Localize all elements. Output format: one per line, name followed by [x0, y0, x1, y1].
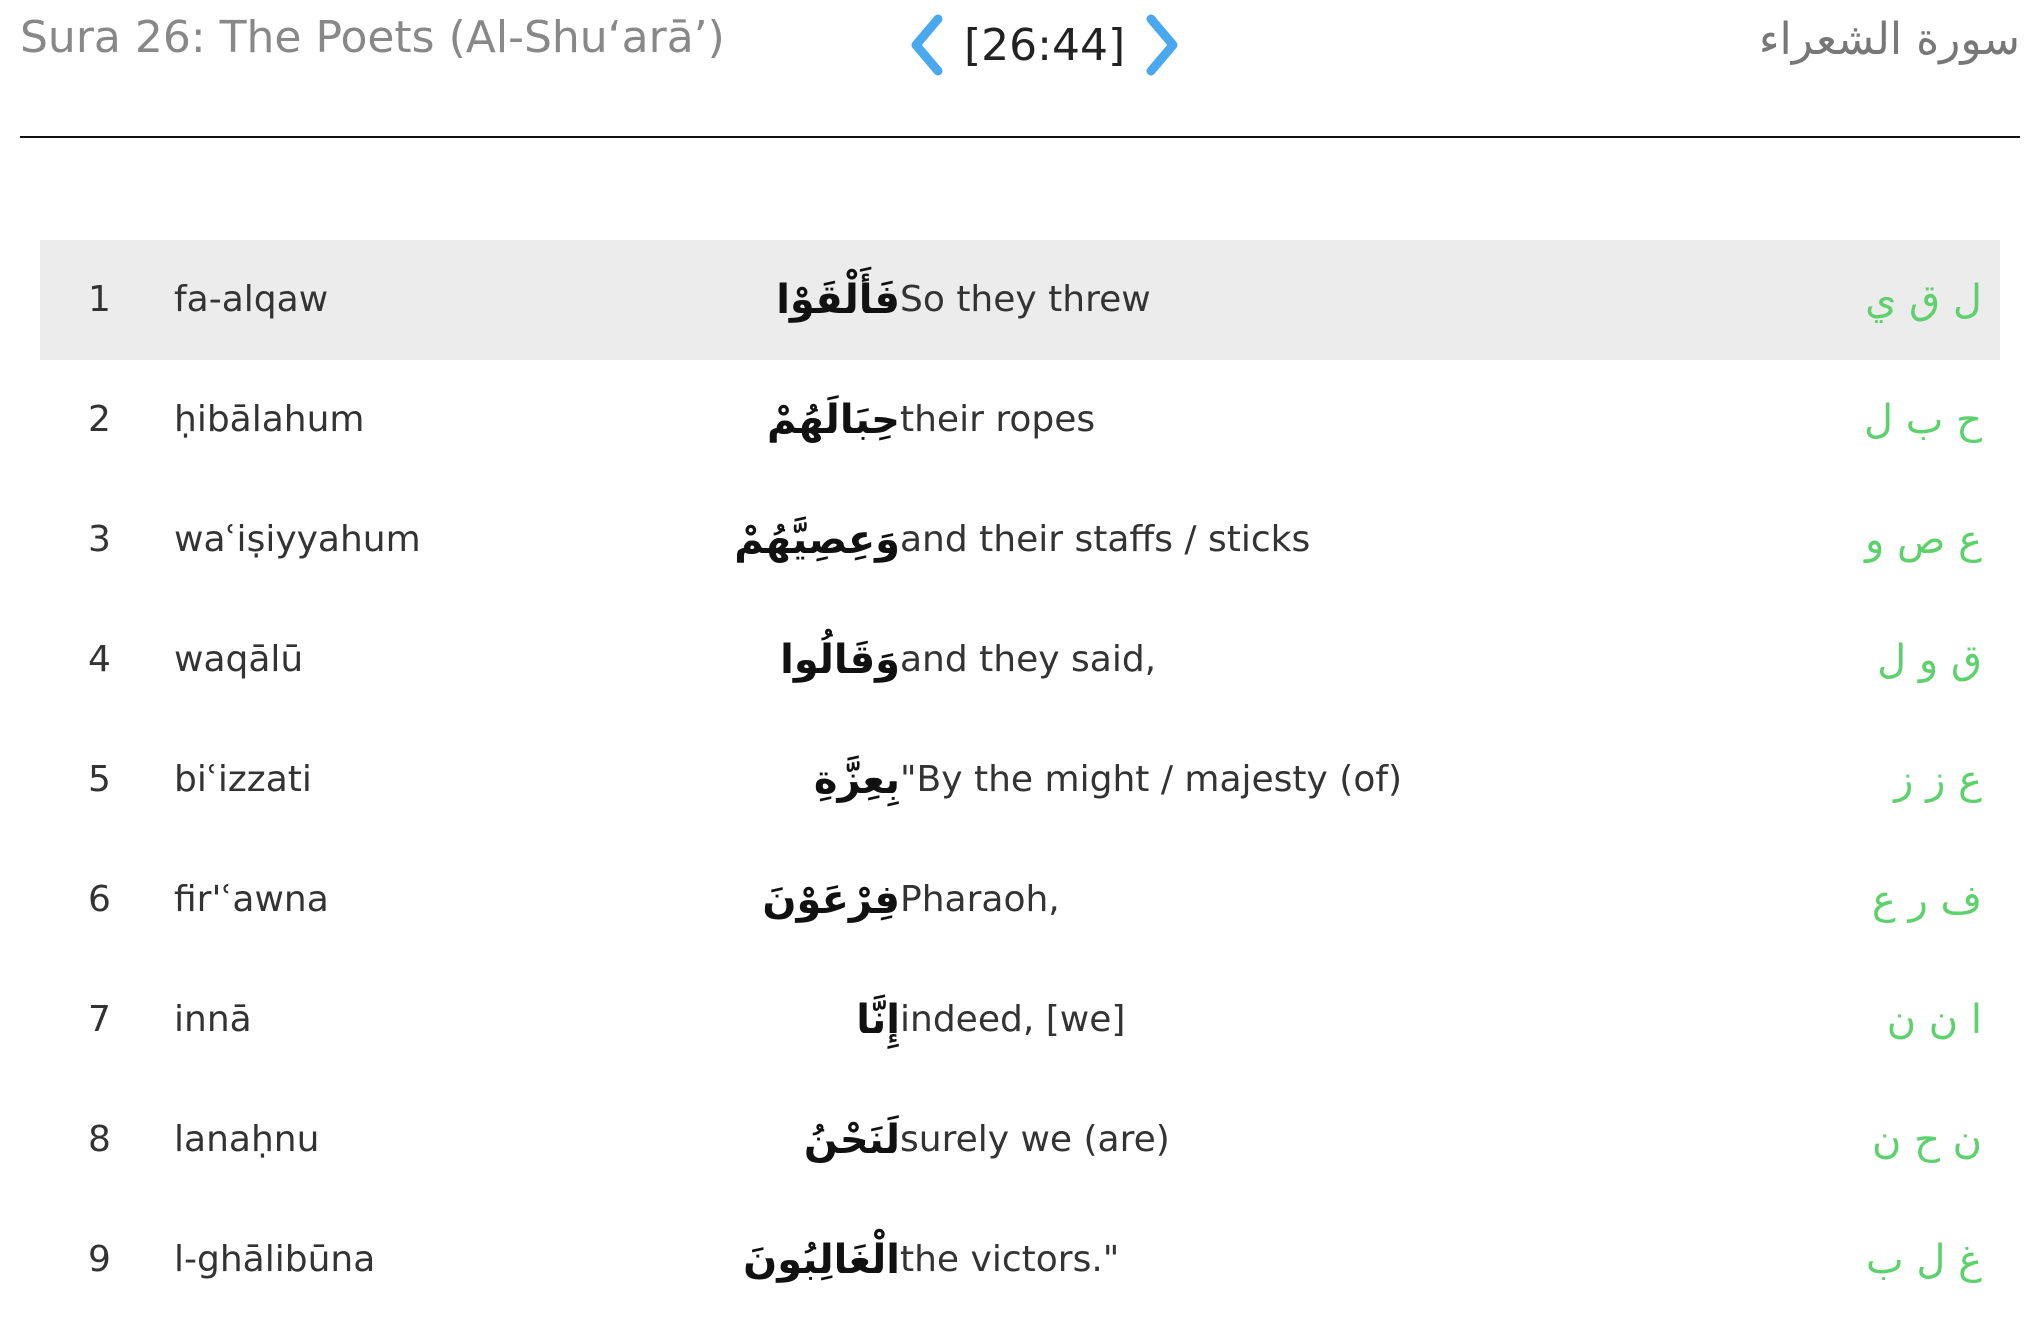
- word-root-letters[interactable]: ف ر ع: [1871, 877, 1982, 923]
- sura-arabic-title: سورة الشعراء: [1758, 14, 2020, 65]
- word-arabic: فِرْعَوْنَ: [762, 877, 900, 923]
- word-transliteration: l-ghālibūna: [174, 1239, 376, 1280]
- word-translation: indeed, [we]: [900, 999, 1126, 1040]
- word-transliteration: innā: [174, 999, 252, 1040]
- word-by-word-table: [40, 240, 2000, 1320]
- word-row[interactable]: [40, 600, 2000, 720]
- word-arabic: فَأَلْقَوْا: [776, 277, 900, 323]
- word-translation: and their staffs / sticks: [900, 519, 1311, 560]
- verse-reference: [26:44]: [964, 19, 1126, 71]
- word-root-letters[interactable]: غ ل ب: [1865, 1237, 1982, 1283]
- word-arabic: إِنَّا: [856, 997, 900, 1043]
- word-number: 9: [88, 1239, 111, 1280]
- word-translation: and they said,: [900, 639, 1157, 680]
- word-transliteration: lanaḥnu: [174, 1119, 320, 1160]
- word-root-letters[interactable]: ن ح ن: [1872, 1117, 1982, 1163]
- word-arabic: وَقَالُوا: [780, 637, 900, 683]
- word-row[interactable]: [40, 480, 2000, 600]
- word-row[interactable]: [40, 360, 2000, 480]
- word-transliteration: waʿiṣiyyahum: [174, 519, 421, 560]
- word-number: 4: [88, 639, 111, 680]
- word-translation: surely we (are): [900, 1119, 1170, 1160]
- word-number: 5: [88, 759, 111, 800]
- word-translation: the victors.": [900, 1239, 1120, 1280]
- word-number: 8: [88, 1119, 111, 1160]
- word-transliteration: fir'ʿawna: [174, 879, 329, 920]
- word-transliteration: ḥibālahum: [174, 399, 365, 440]
- verse-navigation: [900, 10, 1189, 80]
- word-number: 1: [88, 279, 111, 320]
- word-translation: "By the might / majesty (of): [900, 759, 1403, 800]
- word-root-letters[interactable]: ع ص و: [1865, 517, 1982, 563]
- word-root-letters[interactable]: ع ز ز: [1894, 757, 1982, 803]
- page-header: [20, 0, 2020, 138]
- word-translation: So they threw: [900, 279, 1151, 320]
- word-transliteration: fa-alqaw: [174, 279, 329, 320]
- word-number: 7: [88, 999, 111, 1040]
- word-row[interactable]: [40, 1200, 2000, 1320]
- sura-title: Sura 26: The Poets (Al-Shu‘arā’): [20, 12, 725, 63]
- word-root-letters[interactable]: ل ق ي: [1865, 277, 1982, 323]
- word-arabic: لَنَحْنُ: [803, 1117, 900, 1163]
- word-translation: Pharaoh,: [900, 879, 1060, 920]
- word-transliteration: biʿizzati: [174, 759, 312, 800]
- chevron-right-icon[interactable]: [1133, 10, 1189, 80]
- word-root-letters[interactable]: ح ب ل: [1864, 397, 1982, 443]
- word-arabic: الْغَالِبُونَ: [743, 1237, 900, 1283]
- chevron-left-icon[interactable]: [900, 10, 956, 80]
- word-root-letters[interactable]: ا ن ن: [1886, 997, 1982, 1043]
- word-arabic: وَعِصِيَّهُمْ: [734, 517, 900, 563]
- word-row[interactable]: [40, 240, 2000, 360]
- word-row[interactable]: [40, 960, 2000, 1080]
- word-row[interactable]: [40, 1080, 2000, 1200]
- word-number: 2: [88, 399, 111, 440]
- word-row[interactable]: [40, 840, 2000, 960]
- word-row[interactable]: [40, 720, 2000, 840]
- word-arabic: حِبَالَهُمْ: [767, 397, 900, 443]
- word-translation: their ropes: [900, 399, 1096, 440]
- word-number: 6: [88, 879, 111, 920]
- word-arabic: بِعِزَّةِ: [813, 757, 900, 803]
- word-number: 3: [88, 519, 111, 560]
- word-transliteration: waqālū: [174, 639, 304, 680]
- word-root-letters[interactable]: ق و ل: [1877, 637, 1982, 683]
